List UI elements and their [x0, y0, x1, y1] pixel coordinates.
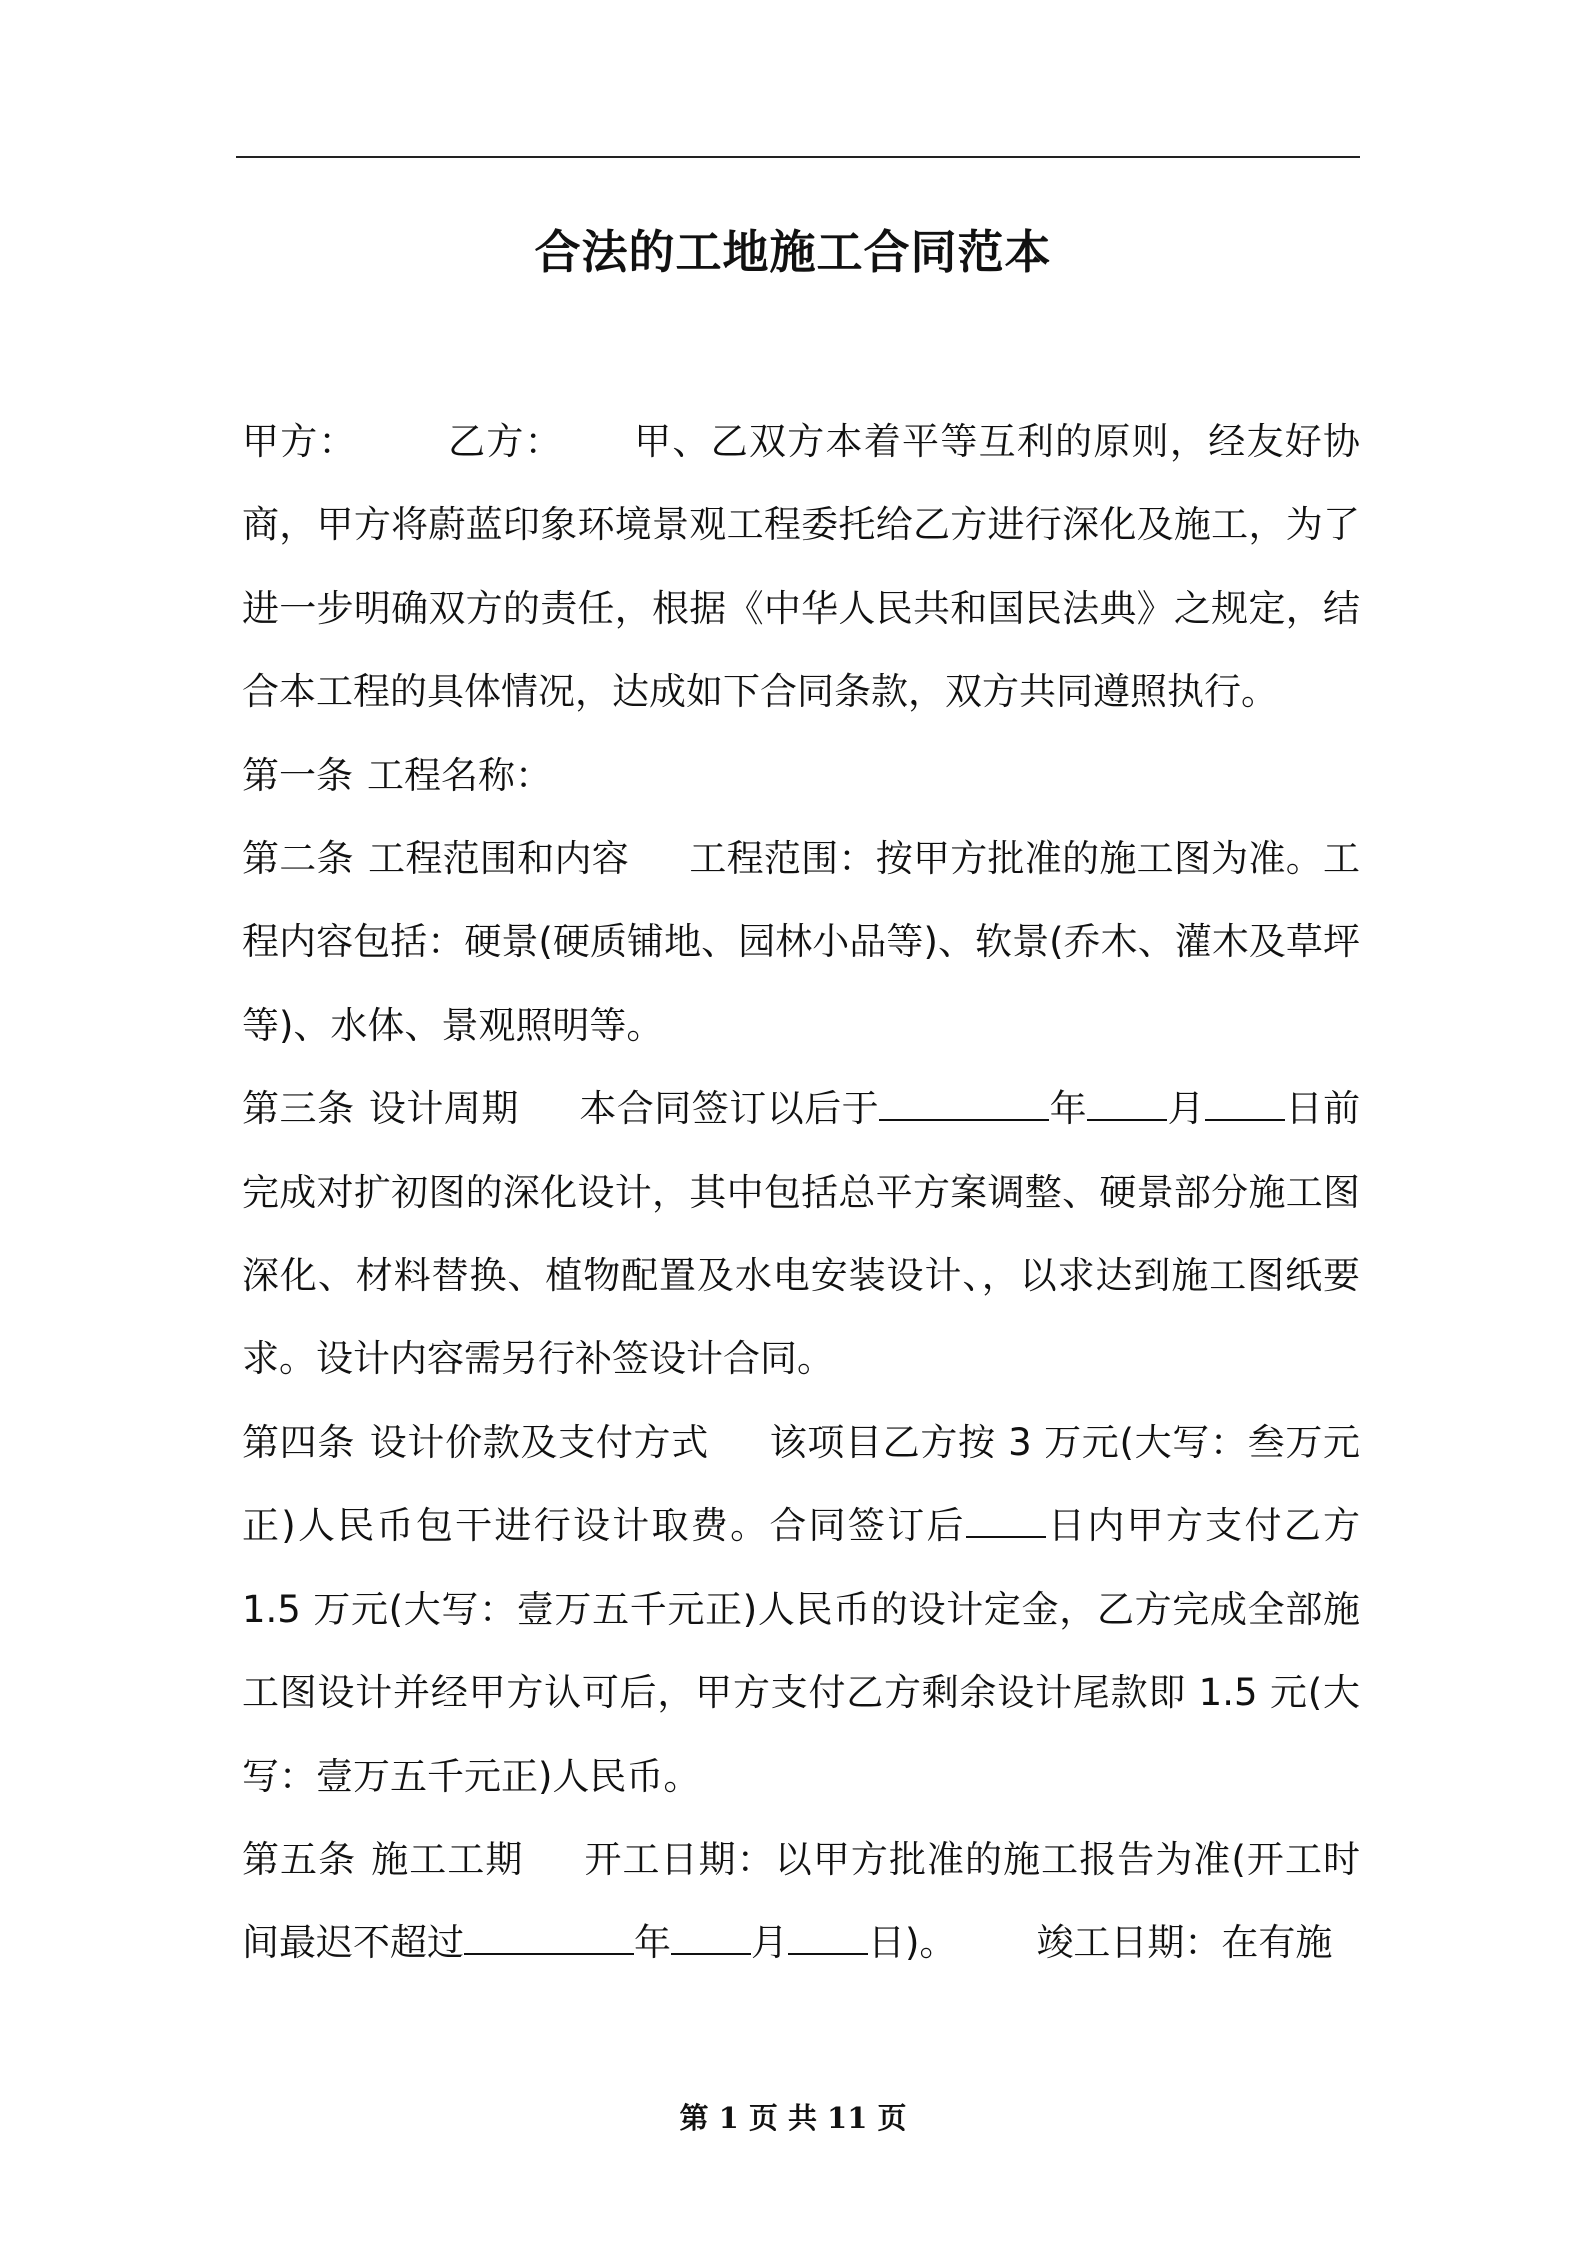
intro-paragraph — [242, 400, 1360, 734]
article-3 — [242, 1067, 1360, 1401]
article-5-title: 施工工期 — [370, 1837, 524, 1881]
article-5-text-before: 开工日期：以甲方批准的施工报告为准(开工时间最迟不超过 — [242, 1837, 1361, 1965]
header-rule — [236, 156, 1360, 158]
start-day-label: 日)。 — [868, 1921, 957, 1965]
article-3-title: 设计周期 — [368, 1087, 519, 1131]
completion-text: 竣工日期：在有施 — [1036, 1921, 1333, 1965]
month-label: 月 — [1167, 1087, 1206, 1131]
party-b-label: 乙方： — [446, 420, 563, 463]
article-4-title: 设计价款及支付方式 — [369, 1420, 709, 1464]
article-5 — [242, 1818, 1360, 1985]
article-2 — [242, 817, 1360, 1067]
article-2-heading: 第二条 — [242, 837, 354, 881]
article-5-heading: 第五条 — [242, 1837, 357, 1881]
start-year-label: 年 — [634, 1921, 671, 1965]
year-label: 年 — [1049, 1087, 1088, 1131]
days-blank — [966, 1506, 1046, 1538]
day-blank — [1205, 1089, 1285, 1121]
start-day-blank — [788, 1923, 868, 1955]
article-1-heading: 第一条 — [242, 753, 353, 797]
article-1-title: 工程名称： — [367, 753, 552, 797]
article-3-text-before: 本合同签订以后于 — [578, 1087, 880, 1131]
article-4-text-before: 该项目乙方按 3 万元(大写：叁万元正)人民币包干进行设计取费。合同签订后 — [242, 1420, 1361, 1548]
article-4 — [242, 1401, 1360, 1818]
article-4-heading: 第四条 — [242, 1420, 356, 1464]
start-year-blank — [464, 1923, 634, 1955]
page-footer: 第 1 页 共 11 页 — [679, 2101, 907, 2135]
article-1 — [242, 734, 1360, 817]
start-month-label: 月 — [751, 1921, 788, 1965]
article-3-heading: 第三条 — [242, 1087, 355, 1131]
article-3-text-after: 前完成对扩初图的深化设计，其中包括总平方案调整、硬景部分施工图深化、材料替换、植物配置及水电安装设计、，以求达到施工图纸要求。设计内容需另行补签设计合同。 — [242, 1087, 1361, 1381]
day-label: 日 — [1285, 1087, 1324, 1131]
article-2-text: 工程范围：按甲方批准的施工图为准。工程内容包括：硬景(硬质铺地、园林小品等)、软景(乔木、灌木及草坪等)、水体、景观照明等。 — [242, 837, 1361, 1047]
month-blank — [1087, 1089, 1167, 1121]
intro-text: 甲、乙双方本着平等互利的原则，经友好协商，甲方将蔚蓝印象环境景观工程委托给乙方进行深化及施工，为了进一步明确双方的责任，根据《中华人民共和国民法典》之规定，结合本工程的具体情况，达成如下合同条款，双方共同遵照执行。 — [242, 420, 1361, 714]
party-a-label: 甲方： — [242, 420, 357, 463]
year-blank — [879, 1089, 1049, 1121]
document-title: 合法的工地施工合同范本 — [534, 225, 1052, 279]
article-2-title: 工程范围和内容 — [367, 837, 630, 881]
contract-body — [242, 400, 1360, 1985]
article-4-text-after: 日内甲方支付乙方 1.5 万元(大写：壹万五千元正)人民币的设计定金，乙方完成全部施工图设计并经甲方认可后，甲方支付乙方剩余设计尾款即 1.5 元(大写：壹万五千元正)人民币。 — [242, 1504, 1361, 1798]
start-month-blank — [671, 1923, 751, 1955]
